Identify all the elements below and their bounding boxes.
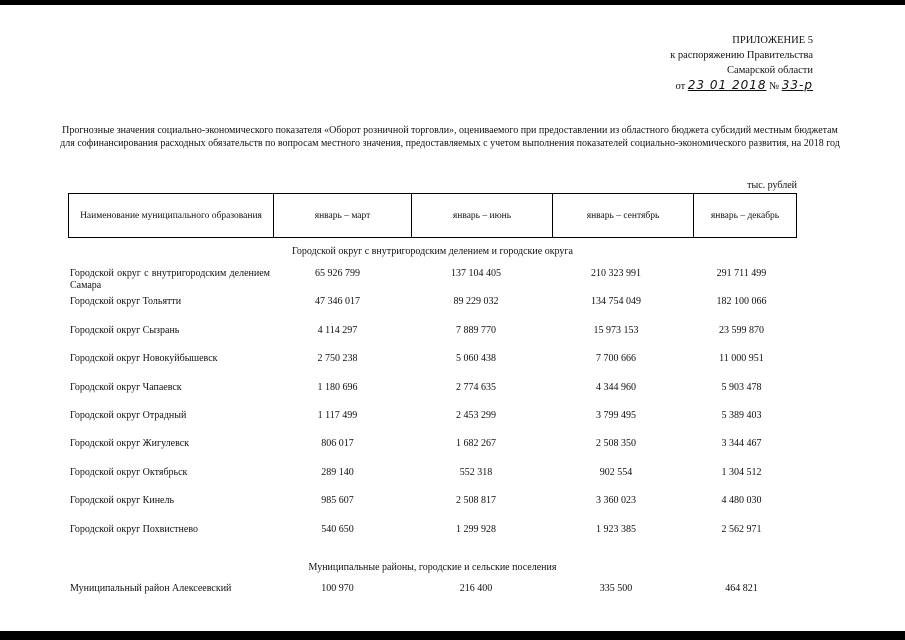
value-9m: 4 344 960 [596,382,636,393]
value-h1: 137 104 405 [451,268,501,279]
table-row [68,438,797,464]
value-year: 4 480 030 [721,495,762,506]
value-year: 11 000 951 [719,353,764,364]
top-scan-border [0,0,905,5]
date-number-line [670,78,813,94]
value-9m: 15 973 153 [593,325,639,336]
value-year: 291 711 499 [716,268,767,279]
row-name: Городской округ Жигулевск [70,438,190,449]
value-h1: 2 508 817 [456,495,496,506]
value-year: 1 304 512 [721,467,762,478]
value-9m: 902 554 [599,467,633,478]
handwritten-number: 33-р [781,78,813,92]
units-label: тыс. рублей [747,180,797,191]
value-h1: 5 060 438 [456,353,496,364]
value-year: 23 599 870 [719,325,764,336]
value-q1: 806 017 [321,438,354,449]
from-label: от [675,81,686,92]
value-h1: 216 400 [459,583,493,594]
handwritten-date: 23 01 2018 [687,78,767,92]
header-h1-column: январь – июнь [412,194,553,238]
table-row [68,583,797,609]
row-name: Городской округ с внутригородским делением Самара [70,268,270,291]
section-title-city-districts: Городской округ с внутригородским делением и городские округа [292,246,573,257]
table-row [68,410,797,436]
value-year: 3 344 467 [721,438,762,449]
row-name: Городской округ Сызрань [70,325,180,336]
row-name: Муниципальный район Алексеевский [70,583,232,594]
row-name: Городской округ Новокуйбышевск [70,353,218,364]
value-h1: 89 229 032 [453,296,499,307]
value-year: 464 821 [725,583,758,594]
value-q1: 2 750 238 [317,353,358,364]
value-h1: 2 453 299 [456,410,496,421]
value-q1: 4 114 297 [317,325,358,336]
header-name-column: Наименование муниципального образования [69,194,274,238]
row-name: Городской округ Октябрьск [70,467,188,478]
bottom-scan-border [0,631,905,640]
value-year: 5 389 403 [721,410,762,421]
value-q1: 100 970 [321,583,354,594]
value-q1: 1 117 499 [317,410,358,421]
row-name: Городской округ Чапаевск [70,382,182,393]
table-row [68,382,797,408]
value-h1: 1 682 267 [456,438,496,449]
value-q1: 47 346 017 [315,296,360,307]
row-name: Городской округ Похвистнево [70,524,198,535]
value-h1: 552 318 [459,467,493,478]
header-q1-column: январь – март [274,194,412,238]
section-title-municipal-districts: Муниципальные районы, городские и сельские поселения [308,562,557,573]
approval-block [670,33,813,94]
value-h1: 1 299 928 [456,524,496,535]
value-9m: 335 500 [599,583,633,594]
table-row [68,325,797,351]
header-9m-column: январь – сентябрь [553,194,694,238]
value-9m: 1 923 385 [596,524,636,535]
value-year: 5 903 478 [721,382,762,393]
value-h1: 2 774 635 [456,382,496,393]
table-header [68,193,797,238]
value-q1: 65 926 799 [315,268,360,279]
table-row [68,495,797,521]
value-q1: 289 140 [321,467,354,478]
region-label: Самарской области [727,65,813,76]
table-row [68,353,797,379]
table-row [68,296,797,322]
decree-label: к распоряжению Правительства [670,50,813,61]
table-row [68,524,797,550]
value-9m: 134 754 049 [591,296,641,307]
row-name: Городской округ Отрадный [70,410,187,421]
value-year: 182 100 066 [716,296,767,307]
value-q1: 985 607 [321,495,354,506]
row-name: Городской округ Тольятти [70,296,182,307]
number-label: № [769,81,780,92]
value-9m: 3 360 023 [596,495,636,506]
value-9m: 2 508 350 [596,438,636,449]
value-q1: 540 650 [321,524,354,535]
value-h1: 7 889 770 [456,325,496,336]
value-9m: 7 700 666 [596,353,636,364]
value-year: 2 562 971 [721,524,762,535]
value-9m: 3 799 495 [596,410,636,421]
appendix-label: ПРИЛОЖЕНИЕ 5 [732,35,813,46]
table-row [68,467,797,493]
table-row [68,268,797,294]
document-title: Прогнозные значения социально-экономического показателя «Оборот розничной торговли», оцениваемого при предоставлении из областного бюджета субсидий местным бюджетам для софинансирования расходных обязательств по вопросам местного значения, предоставляемых с учетом выполнения показателей социально-экономического развития, на 2018 год [60,125,840,149]
header-year-column: январь – декабрь [694,194,797,238]
value-9m: 210 323 991 [591,268,641,279]
value-q1: 1 180 696 [317,382,358,393]
row-name: Городской округ Кинель [70,495,175,506]
